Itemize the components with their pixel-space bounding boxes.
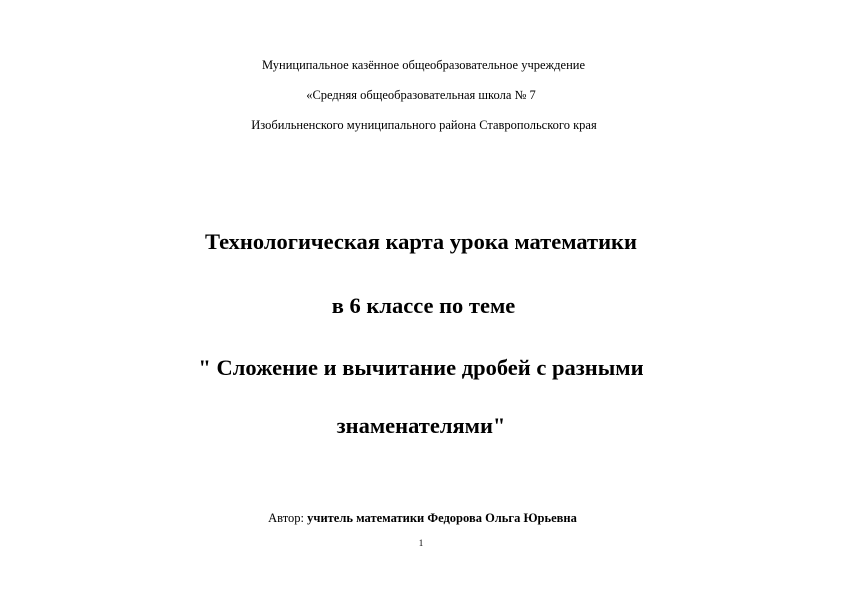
document-title-line-1: Технологическая карта урока математики xyxy=(205,229,637,254)
organization-name-line-2: «Средняя общеобразовательная школа № 7 xyxy=(306,88,536,102)
author-label: Автор: xyxy=(268,511,308,525)
author-line xyxy=(0,510,842,526)
organization-name-line-1: Муниципальное казённое общеобразовательное учреждение xyxy=(261,58,586,72)
document-title-line-4: знаменателями" xyxy=(336,413,506,438)
author-name: учитель математики Федорова Ольга Юрьевна xyxy=(307,511,577,525)
organization-name-line-3: Изобильненского муниципального района Ставропольского края xyxy=(251,118,597,132)
page-number: 1 xyxy=(418,538,424,548)
document-title-line-2: в 6 классе по теме xyxy=(331,293,516,318)
document-title-line-3: " Сложение и вычитание дробей с разными xyxy=(198,355,644,380)
